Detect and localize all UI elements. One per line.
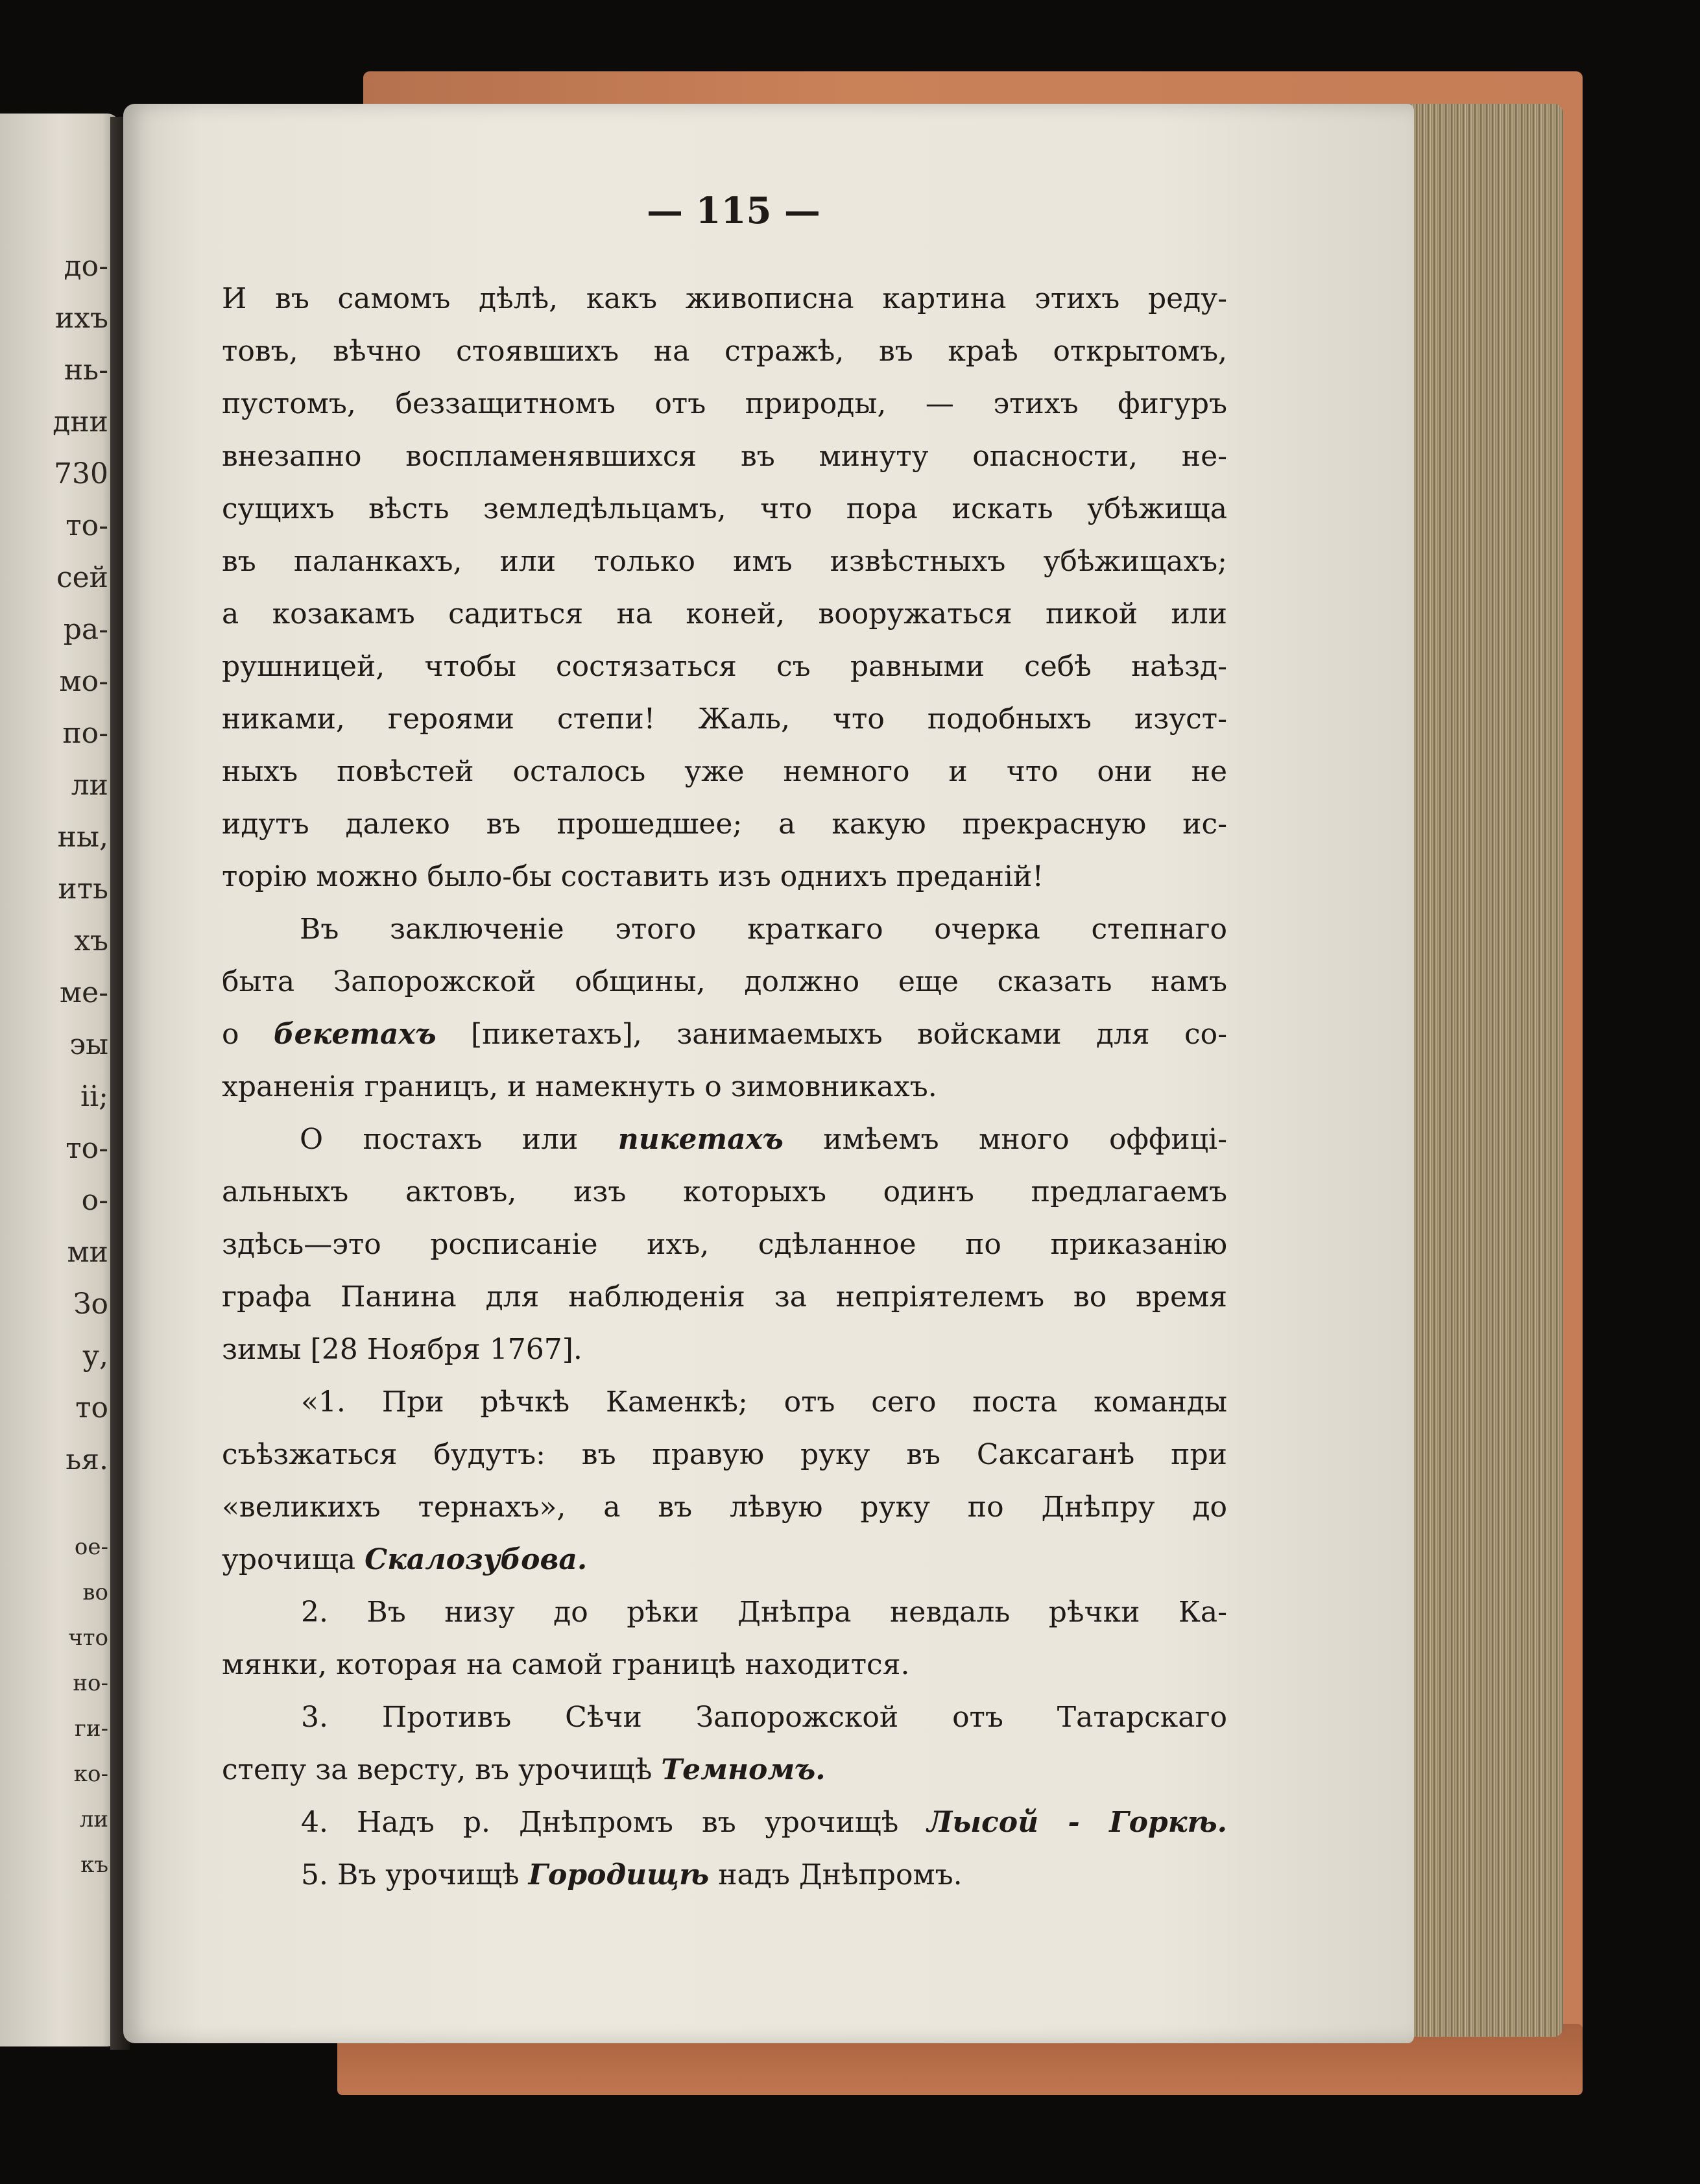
text-line bbox=[222, 1744, 1227, 1796]
page-number: — 115 — bbox=[647, 189, 820, 232]
text-line: «1. При рѣчкѣ Каменкѣ; отъ сего поста команды bbox=[301, 1386, 1227, 1419]
text-line: мянки, которая на самой границѣ находится. bbox=[222, 1648, 910, 1681]
left-fragment: нь- bbox=[64, 354, 108, 387]
text-line: идутъ далеко въ прошедшее; а какую прекрасную ис- bbox=[222, 808, 1227, 841]
text-span: имѣемъ много оффиці- bbox=[783, 1123, 1227, 1156]
left-page bbox=[0, 114, 120, 2046]
left-fragment: во bbox=[82, 1579, 108, 1605]
text-line: ныхъ повѣстей осталось уже немного и что они не bbox=[222, 755, 1227, 788]
italic-term: Городищѣ bbox=[528, 1858, 710, 1891]
text-line: торію можно было-бы составить изъ однихъ преданій! bbox=[222, 860, 1044, 893]
text-line: а козакамъ садиться на коней, вооружаться пикой или bbox=[222, 597, 1227, 630]
text-line: съѣзжаться будутъ: въ правую руку въ Саксаганѣ при bbox=[222, 1438, 1227, 1471]
text-line bbox=[222, 1008, 1227, 1061]
left-fragment: ii; bbox=[80, 1080, 108, 1113]
text-span: [пикетахъ], занимаемыхъ войсками для со- bbox=[436, 1018, 1227, 1051]
left-fragment: эы bbox=[69, 1028, 108, 1061]
text-line: никами, героями степи! Жаль, что подобныхъ изуст- bbox=[222, 702, 1227, 736]
italic-term: бекетахъ bbox=[273, 1018, 437, 1051]
left-fragment: ко- bbox=[73, 1761, 108, 1787]
text-line: графа Панина для наблюденія за непріятелемъ во время bbox=[222, 1280, 1227, 1314]
left-fragment: 730 bbox=[54, 457, 108, 490]
text-line: 2. Въ низу до рѣки Днѣпра невдаль рѣчки Ка- bbox=[301, 1596, 1227, 1629]
italic-term: пикетахъ bbox=[617, 1123, 784, 1156]
text-span: урочища bbox=[222, 1543, 365, 1576]
left-fragment: но- bbox=[73, 1670, 108, 1696]
left-fragment: ое- bbox=[74, 1534, 108, 1560]
left-fragment: то- bbox=[66, 1132, 108, 1165]
text-span: о bbox=[222, 1018, 274, 1051]
page-text bbox=[222, 272, 1227, 1901]
left-fragment: дни bbox=[53, 405, 108, 438]
italic-term: Темномъ. bbox=[661, 1753, 826, 1786]
italic-term: Скалозубова. bbox=[365, 1543, 588, 1576]
left-fragment: то- bbox=[66, 509, 108, 542]
text-line: храненія границъ, и намекнуть о зимовникахъ. bbox=[222, 1070, 937, 1103]
left-fragment: ра- bbox=[63, 613, 108, 646]
left-fragment: Зо bbox=[73, 1288, 108, 1321]
left-fragment: до- bbox=[64, 250, 108, 283]
italic-term: Лысой - Горкѣ. bbox=[927, 1806, 1227, 1839]
left-fragment: о- bbox=[81, 1184, 108, 1217]
text-line: товъ, вѣчно стоявшихъ на стражѣ, въ краѣ открытомъ, bbox=[222, 335, 1227, 368]
text-line: рушницей, чтобы состязаться съ равными себѣ наѣзд- bbox=[222, 650, 1227, 683]
left-fragment: ли bbox=[79, 1806, 108, 1832]
left-fragment: ить bbox=[58, 872, 108, 906]
left-fragment: ья. bbox=[66, 1443, 108, 1476]
text-span: надъ Днѣпромъ. bbox=[709, 1858, 963, 1891]
text-line: въ паланкахъ, или только имъ извѣстныхъ убѣжищахъ; bbox=[222, 545, 1227, 578]
text-line bbox=[222, 1533, 1227, 1586]
left-fragment: ихъ bbox=[54, 302, 108, 335]
left-fragment: ны, bbox=[57, 821, 108, 854]
left-fragment: мо- bbox=[59, 665, 108, 698]
text-line: «великихъ тернахъ», а въ лѣвую руку по Днѣпру до bbox=[222, 1491, 1227, 1524]
text-line: И въ самомъ дѣлѣ, какъ живописна картина этихъ реду- bbox=[222, 282, 1227, 315]
text-span: 4. Надъ р. Днѣпромъ въ урочищѣ bbox=[301, 1806, 928, 1839]
text-line: альныхъ актовъ, изъ которыхъ одинъ предлагаемъ bbox=[222, 1175, 1227, 1208]
text-line: сущихъ вѣсть земледѣльцамъ, что пора искать убѣжища bbox=[222, 492, 1227, 525]
text-line: здѣсь—это росписаніе ихъ, сдѣланное по приказанію bbox=[222, 1228, 1227, 1261]
text-line: быта Запорожской общины, должно еще сказать намъ bbox=[222, 965, 1227, 998]
text-line bbox=[222, 1796, 1227, 1849]
left-fragment: ме- bbox=[59, 976, 108, 1009]
text-line: пустомъ, беззащитномъ отъ природы, — этихъ фигуръ bbox=[222, 387, 1227, 420]
left-fragment: у, bbox=[82, 1339, 108, 1373]
left-fragment: къ bbox=[80, 1852, 108, 1878]
text-line bbox=[222, 1113, 1227, 1166]
text-line bbox=[222, 1849, 1227, 1901]
left-fragment: ми bbox=[67, 1236, 108, 1269]
text-line: внезапно воспламенявшихся въ минуту опасности, не- bbox=[222, 440, 1227, 473]
text-line: зимы [28 Ноября 1767]. bbox=[222, 1333, 582, 1366]
left-fragment: сей bbox=[56, 561, 108, 594]
text-line: Въ заключеніе этого краткаго очерка степнаго bbox=[300, 913, 1227, 946]
left-fragment: ги- bbox=[75, 1716, 108, 1742]
page-edges bbox=[1407, 104, 1563, 2037]
text-line: 3. Противъ Сѣчи Запорожской отъ Татарскаго bbox=[301, 1701, 1227, 1734]
left-fragment: ли bbox=[71, 769, 108, 802]
text-span: О постахъ или bbox=[300, 1123, 618, 1156]
left-fragment: то bbox=[75, 1391, 108, 1424]
left-fragment: хъ bbox=[74, 924, 108, 957]
text-span: степу за версту, въ урочищѣ bbox=[222, 1753, 662, 1786]
text-span: 5. Въ урочищѣ bbox=[301, 1858, 529, 1891]
left-fragment: что bbox=[68, 1625, 108, 1651]
left-fragment: по- bbox=[62, 717, 108, 750]
